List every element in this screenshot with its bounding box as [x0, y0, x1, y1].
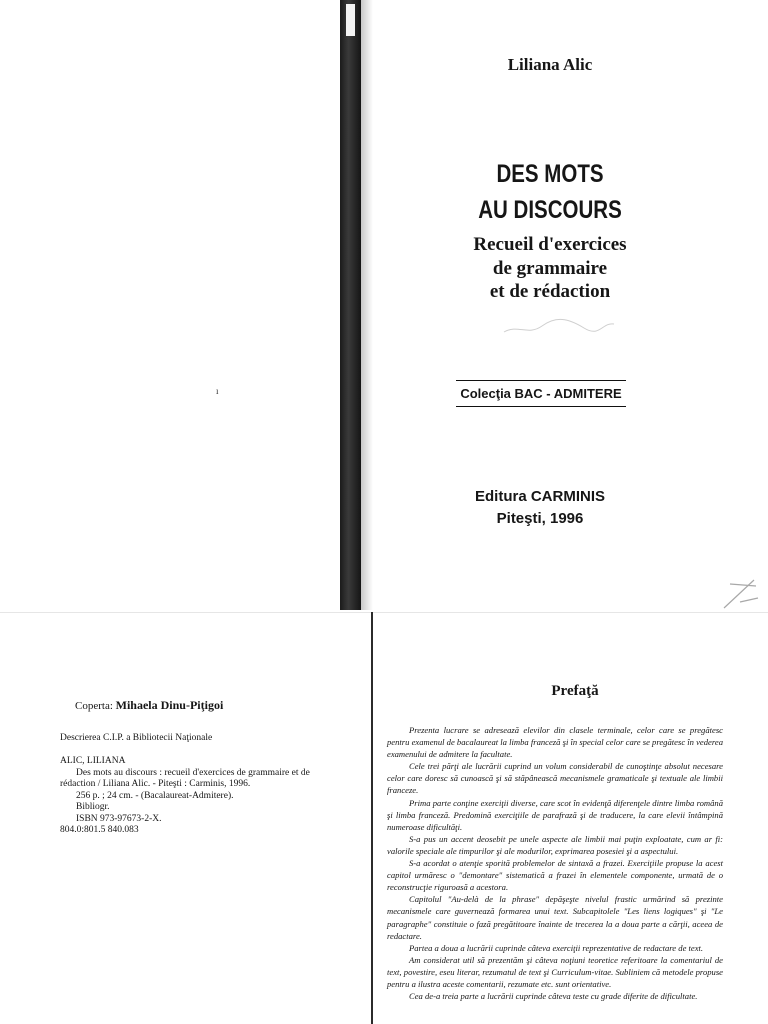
subtitle-line3: et de rédaction	[489, 281, 611, 302]
catalog-line: 256 p. ; 24 cm. - (Bacalaureat-Admitere).	[76, 790, 234, 801]
author-name: Liliana Alic	[507, 55, 593, 74]
preface-paragraph: Am considerat util să prezentăm şi câteva noţiuni teoretice referitoare la comentariul de text, povestire, eseu literar, rezumatul de text şi Curriculum-vitae. Subliniem că metodele propuse pentru a ilustra aceste comentarii, rezumate etc. sunt orientative.	[387, 954, 723, 989]
publication-place-year: Piteşti, 1996	[496, 510, 584, 527]
preface-paragraph: Prima parte conţine exerciţii diverse, care scot în evidenţă diferenţele dintre limba română şi limba franceză. Predomină exerciţiile de parafrază şi de traducere, la care elevii întâmpină numeroase dificultăţi.	[387, 797, 723, 832]
collection-name: Colecţia BAC - ADMITERE	[460, 386, 622, 401]
preface-paragraph: Cea de-a treia parte a lucrării cuprinde câteva teste cu grade diferite de dificultate.	[409, 991, 698, 1002]
preface-paragraph: Cele trei părţi ale lucrării cuprind un volum considerabil de cunoştinţe absolut necesare celor care doresc să cunoască şi să stăpânească mecanismele gramaticale şi textuale ale limbii franceze.	[387, 761, 723, 796]
preface-body	[387, 724, 723, 1002]
scan-speck: ı	[216, 386, 219, 396]
preface-paragraph: Prezenta lucrare se adresează elevilor din clasele terminale, celor care se pregătesc pentru examenul de bacalaureat la limba franceză şi în special celor care se pregătesc în vederea examenului de admitere la facultate.	[387, 725, 723, 760]
preface-title: Prefaţă	[551, 683, 599, 699]
preface-paragraph: Partea a doua a lucrării cuprinde câteva exerciţii reprezentative de redactare de text.	[409, 942, 704, 953]
catalog-record	[60, 756, 350, 837]
preface-paragraph: Capitolul "Au-delà de la phrase" depăşeşte nivelul frastic urmărind să prezinte mecanismele care guvernează formarea unui text. Subcapitolele "Les liens logiques" şi "Le paragraphe" constituie o fază pregătitoare înainte de trecerea la a doua parte a cărţii, aceea de redactare.	[387, 894, 723, 941]
book-title-line1: DES MOTS	[496, 160, 604, 188]
collection-rule-top	[456, 380, 626, 381]
catalog-line: 804.0:801.5 840.083	[60, 825, 139, 835]
page-divider-horizontal	[0, 612, 768, 613]
cover-credit	[75, 698, 223, 713]
catalog-line: ALIC, LILIANA	[60, 756, 126, 766]
publisher-name: Editura CARMINIS	[474, 488, 605, 505]
subtitle-line1: Recueil d'exercices	[473, 234, 627, 255]
catalog-line: ISBN 973-97673-2-X.	[76, 813, 162, 824]
catalog-line: Bibliogr.	[76, 802, 110, 812]
catalog-line: rédaction / Liliana Alic. - Piteşti : Carminis, 1996.	[60, 779, 251, 789]
catalog-line: Des mots au discours : recueil d'exercices de grammaire et de	[76, 767, 310, 778]
cover-label: Coperta:	[75, 700, 113, 712]
cip-heading: Descrierea C.I.P. a Bibliotecii Naţionale	[60, 733, 213, 743]
subtitle-line2: de grammaire	[492, 258, 608, 279]
preface-paragraph: S-a acordat o atenţie sporită problemelor de sintaxă a frazei. Exerciţiile propuse la acest capitol urmăresc o "demontare" sistematică a frazei în elementele componente, urmată de o reconstrucţie riguroasă a acestora.	[387, 858, 723, 893]
book-title-line2: AU DISCOURS	[478, 196, 622, 224]
preface-paragraph: S-a pus un accent deosebit pe unele aspecte ale limbii mai puţin exploatate, cum ar fi: valorile speciale ale timpurilor şi ale modurilor, exprimarea posesiei şi a aspectului.	[387, 833, 723, 856]
collection-rule-bottom	[456, 406, 626, 407]
page-divider-vertical	[371, 612, 373, 1024]
cover-designer: Mihaela Dinu-Piţigoi	[115, 698, 224, 712]
